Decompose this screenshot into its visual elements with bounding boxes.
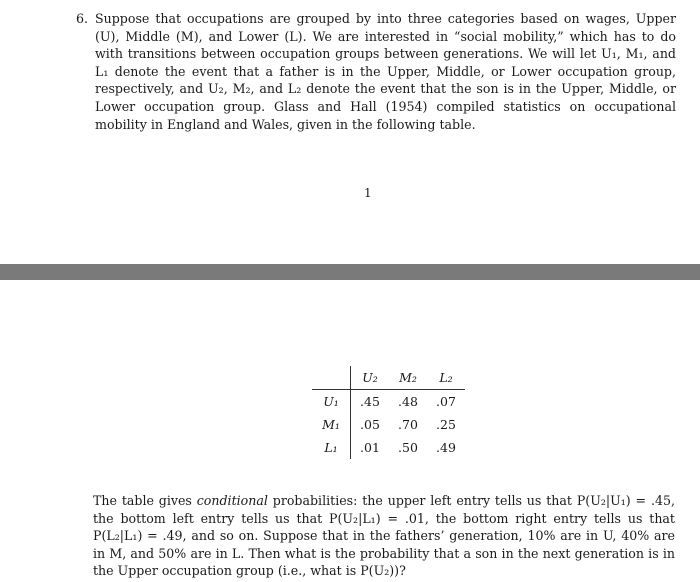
- row-header: M₁: [312, 413, 351, 436]
- page-top: [0, 0, 700, 264]
- problem-number: 6.: [76, 11, 89, 26]
- table-cell: .49: [436, 440, 456, 455]
- conclusion-text-end: probabilities: the upper left entry tells us that P(U₂|U₁) = .45, the bottom left entry tells us that P(U₂|L₁) = .01, the bottom right entry tells us that P(L₂|L₁) = .49, and so on. Suppose that in the fathers’ generation, 10% are in U, 40% are in M, and 50% are in L. Then what is the probability that a son in the next generation is in the Upper occupation group (i.e., what is P(U₂))?: [93, 493, 675, 579]
- table-cell: .25: [436, 417, 456, 432]
- column-header: M₂: [389, 366, 427, 390]
- page-number: 1: [364, 186, 372, 200]
- problem-statement: [76, 10, 676, 133]
- page-separator: [0, 264, 700, 280]
- table-header-row: [312, 366, 465, 390]
- table-cell: .01: [360, 440, 380, 455]
- conclusion-paragraph: [93, 492, 675, 580]
- column-header: U₂: [351, 366, 390, 390]
- table-cell: .48: [398, 394, 418, 409]
- conditional-probability-table: [312, 366, 465, 459]
- table-cell: .50: [398, 440, 418, 455]
- conclusion-emphasis: conditional: [196, 493, 268, 508]
- table-row: [312, 413, 465, 436]
- row-header: L₁: [312, 436, 351, 459]
- table-cell: .07: [436, 394, 456, 409]
- row-header: U₁: [312, 390, 351, 414]
- column-header: L₂: [427, 366, 465, 390]
- table-cell: .05: [360, 417, 380, 432]
- table-cell: .45: [360, 394, 380, 409]
- table-cell: .70: [398, 417, 418, 432]
- problem-text: Suppose that occupations are grouped by into three categories based on wages, Upper (U), Middle (M), and Lower (L). We are interested in “social mobility,” which has to do with transitions between occupation groups between generations. We will let U₁, M₁, and L₁ denote the event that a father is in the Upper, Middle, or Lower occupation group, respectively, and U₂, M₂, and L₂ denote the event that the son is in the Upper, Middle, or Lower occupation group. Glass and Hall (1954) compiled statistics on occupational mobility in England and Wales, given in the following table.: [95, 11, 676, 132]
- table-row: [312, 390, 465, 414]
- table-corner: [312, 366, 351, 390]
- conclusion-text-start: The table gives: [93, 493, 197, 508]
- table-row: [312, 436, 465, 459]
